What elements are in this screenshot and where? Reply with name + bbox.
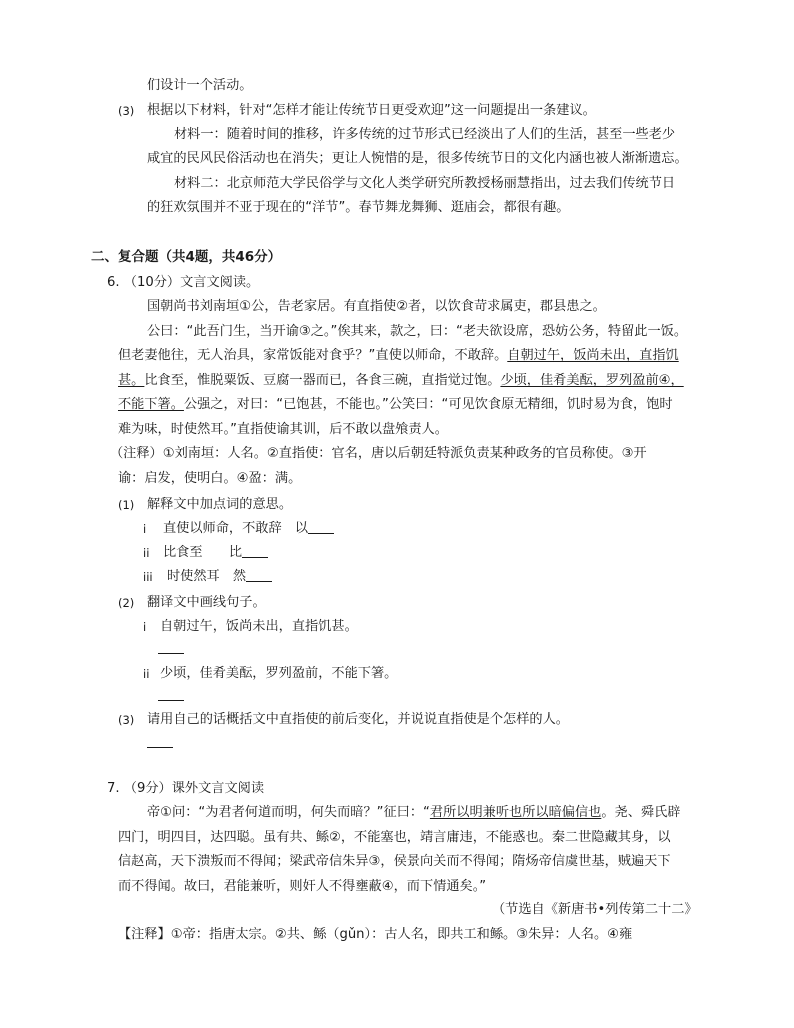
passage-text: 。尧、舜氏辟 [601,805,681,820]
sub-question-text: 翻译文中画线句子。 [147,595,266,610]
passage-line: 而不得闻。故曰，君能兼听，则奸人不得壅蔽④，而下情通矣。” [118,879,487,894]
question-text: 根据以下材料，针对“怎样才能让传统节日更受欢迎”这一问题提出一条建议。 [147,103,596,118]
question-number: (3) [118,104,135,118]
answer-blank[interactable] [242,543,268,558]
passage-line [118,346,679,366]
underlined-sentence: 甚。 [118,373,145,388]
answer-blank[interactable] [158,639,184,654]
item-number: i [143,620,147,634]
passage-line [118,371,684,391]
item-number: ii [143,667,150,681]
sub-question-number: (3) [118,713,135,727]
passage-line [147,803,680,823]
underlined-sentence: 自朝过午，饭尚未出，直指饥 [507,348,679,363]
text-line: 们设计一个活动。 [147,78,253,93]
item-number: iii [143,570,153,584]
material-line: 材料一：随着时间的推移，许多传统的过节形式已经淡出了人们的生活，甚至一些老少 [174,127,676,142]
item-label: 比食至 比 [163,545,243,560]
sub-question-number: (2) [118,596,135,610]
item-text: 自朝过午，饭尚未出，直指饥甚。 [160,619,358,634]
passage-line: 公曰：“此吾门生，当开谕③之。”俟其来，款之，曰：“老夫欲设席，恐妨公务，特留此一饭。 [147,324,688,339]
passage-line: 四门，明四目，达四聪。虽有共、鲧②，不能塞也，靖言庸违，不能惑也。秦二世隐藏其身，以 [118,830,671,845]
question-header: 6. （10分）文言文阅读。 [107,275,260,290]
answer-blank[interactable] [158,686,184,701]
passage-text: 比食至，惟脱粟饭、豆腐一器而已，各食三碗，直指觉过饱。 [144,373,501,388]
material-line: 咸宜的民风民俗活动也在消失；更让人惋惜的是，很多传统节日的文化内涵也被人渐渐遗忘。 [147,151,688,166]
passage-line: 信赵高，天下溃叛而不得闻；梁武帝信朱异③，侯景向关而不得闻；隋炀帝信虞世基，贼遍天下 [118,854,671,869]
material-line: 材料二：北京师范大学民俗学与文化人类学研究所教授杨丽慧指出，过去我们传统节日 [174,176,676,191]
answer-line [158,639,184,659]
underlined-sentence: 君所以明兼听也所以暗偏信也 [429,805,602,820]
note-line: 谕：启发，使明白。④盈：满。 [118,471,302,486]
sub-question-text: 请用自己的话概括文中直指使的前后变化，并说说直指使是个怎样的人。 [147,712,569,727]
item-number: i [143,522,147,536]
note-line: （注释）①刘南垣：人名。②直指使：官名，唐以后朝廷特派负责某种政务的官员称使。③开 [110,446,647,461]
underlined-sentence: 少顷，佳肴美酝，罗列盈前④， [500,373,684,388]
item-text [163,519,334,539]
answer-line [147,733,173,753]
passage-text: 帝①问：“为君者何道而明，何失而暗？”征曰：“ [147,805,430,820]
question-header: 7. （9分）课外文言文阅读 [107,781,265,796]
item-text [163,543,268,563]
answer-blank[interactable] [246,567,272,582]
note-line: 【注释】①帝：指唐太宗。②共、鲧（gǔn）：古人名，即共工和鲧。③朱异：人名。④雍 [118,927,633,942]
sub-question-text: 解释文中加点词的意思。 [147,497,293,512]
source-citation: （节选自《新唐书•列传第二十二》 [492,902,698,917]
passage-line: 难为味，时使然耳。”直指使谕其训，后不敢以盘飧责人。 [118,422,448,437]
sub-question-number: (1) [118,498,135,512]
passage-line: 国朝尚书刘南垣①公，告老家居。有直指使②者，以饮食苛求属吏，郡县患之。 [147,299,606,314]
answer-blank[interactable] [147,733,173,748]
item-label: 时使然耳 然 [167,569,247,584]
item-text: 少顷，佳肴美酝，罗列盈前，不能下箸。 [160,666,398,681]
answer-line [158,686,184,706]
section-heading: 二、复合题（共4题，共46分） [91,249,282,265]
item-label: 直使以师命，不敢辞 以 [163,521,309,536]
material-line: 的狂欢氛围并不亚于现在的“洋节”。春节舞龙舞狮、逛庙会，都很有趣。 [147,200,570,215]
passage-line [118,395,673,415]
item-number: ii [143,546,150,560]
underlined-sentence: 不能下箸。 [118,397,184,412]
passage-text: 公强之，对曰：“已饱甚，不能也。”公笑曰：“可见饮食原无精细，饥时易为食，饱时 [183,397,673,412]
passage-text: 但老妻他往，无人治具，家常饭能对食乎？”直使以师命，不敢辞。 [118,348,508,363]
item-text [167,567,272,587]
answer-blank[interactable] [308,519,334,534]
